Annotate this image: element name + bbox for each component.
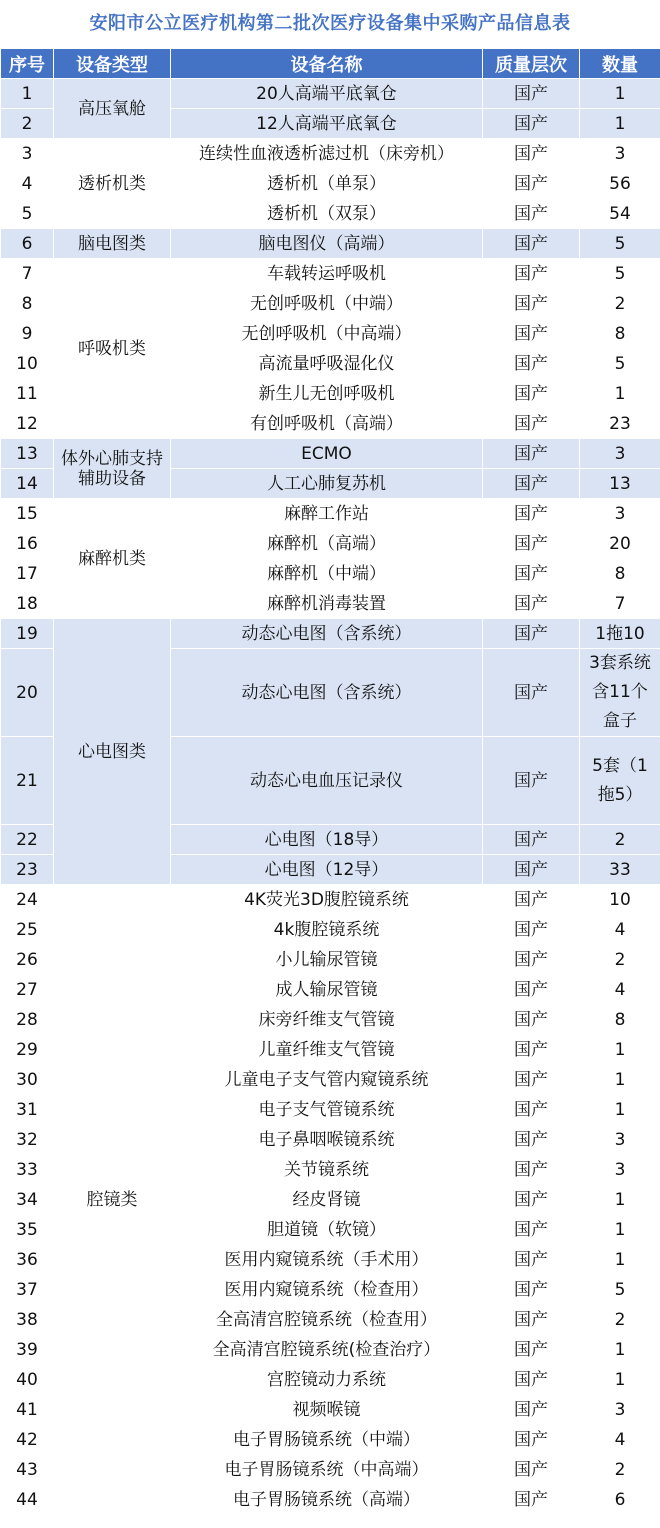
cell-device-name: 电子胃肠镜系统（高端） [171, 1485, 483, 1515]
cell-quantity: 5 [580, 229, 660, 259]
cell-quantity: 20 [580, 529, 660, 559]
cell-quantity: 7 [580, 589, 660, 619]
cell-quantity: 1 [580, 1215, 660, 1245]
cell-quality-level: 国产 [483, 855, 580, 885]
cell-index: 35 [1, 1215, 54, 1245]
cell-quality-level: 国产 [483, 885, 580, 915]
cell-index: 39 [1, 1335, 54, 1365]
cell-device-name: 12人高端平底氧仓 [171, 109, 483, 139]
cell-device-name: 胆道镜（软镜） [171, 1215, 483, 1245]
cell-quality-level: 国产 [483, 439, 580, 469]
cell-index: 42 [1, 1425, 54, 1455]
cell-category: 麻醉机类 [54, 499, 171, 619]
cell-quality-level: 国产 [483, 825, 580, 855]
cell-index: 4 [1, 169, 54, 199]
cell-index: 6 [1, 229, 54, 259]
header-quantity: 数量 [580, 49, 660, 79]
cell-index: 22 [1, 825, 54, 855]
cell-quality-level: 国产 [483, 349, 580, 379]
cell-quality-level: 国产 [483, 589, 580, 619]
cell-quantity: 3 [580, 139, 660, 169]
cell-quantity: 3 [580, 1395, 660, 1425]
cell-device-name: 电子胃肠镜系统（中高端） [171, 1455, 483, 1485]
cell-index: 8 [1, 289, 54, 319]
cell-quantity: 23 [580, 409, 660, 439]
cell-quality-level: 国产 [483, 915, 580, 945]
cell-quantity: 1 [580, 1245, 660, 1275]
cell-index: 18 [1, 589, 54, 619]
cell-index: 26 [1, 945, 54, 975]
cell-index: 37 [1, 1275, 54, 1305]
cell-quantity: 33 [580, 855, 660, 885]
cell-quality-level: 国产 [483, 1275, 580, 1305]
cell-device-name: 透析机（双泵） [171, 199, 483, 229]
cell-device-name: 儿童电子支气管内窥镜系统 [171, 1065, 483, 1095]
cell-index: 10 [1, 349, 54, 379]
cell-device-name: 医用内窥镜系统（手术用） [171, 1245, 483, 1275]
cell-device-name: 人工心肺复苏机 [171, 469, 483, 499]
cell-quality-level: 国产 [483, 139, 580, 169]
cell-quantity: 1拖10 [580, 619, 660, 649]
cell-category: 腔镜类 [54, 885, 171, 1515]
cell-quantity: 2 [580, 1455, 660, 1485]
cell-quality-level: 国产 [483, 975, 580, 1005]
cell-device-name: 连续性血液透析滤过机（床旁机） [171, 139, 483, 169]
cell-category: 心电图类 [54, 619, 171, 885]
cell-index: 28 [1, 1005, 54, 1035]
cell-device-name: 麻醉机（中端） [171, 559, 483, 589]
cell-quality-level: 国产 [483, 259, 580, 289]
cell-index: 25 [1, 915, 54, 945]
cell-quality-level: 国产 [483, 499, 580, 529]
table-row [1, 885, 660, 915]
cell-quantity: 8 [580, 559, 660, 589]
table-row [1, 499, 660, 529]
cell-quantity: 5 [580, 1275, 660, 1305]
cell-quality-level: 国产 [483, 559, 580, 589]
cell-category: 呼吸机类 [54, 259, 171, 439]
cell-quality-level: 国产 [483, 319, 580, 349]
cell-index: 16 [1, 529, 54, 559]
cell-index: 17 [1, 559, 54, 589]
cell-quantity: 3 [580, 1155, 660, 1185]
cell-quality-level: 国产 [483, 199, 580, 229]
cell-quality-level: 国产 [483, 1095, 580, 1125]
cell-quality-level: 国产 [483, 1395, 580, 1425]
cell-quantity: 3 [580, 499, 660, 529]
cell-quality-level: 国产 [483, 409, 580, 439]
cell-quality-level: 国产 [483, 1065, 580, 1095]
cell-quantity: 56 [580, 169, 660, 199]
cell-quality-level: 国产 [483, 619, 580, 649]
cell-quality-level: 国产 [483, 1425, 580, 1455]
cell-device-name: 宫腔镜动力系统 [171, 1365, 483, 1395]
cell-quality-level: 国产 [483, 1335, 580, 1365]
table-row [1, 259, 660, 289]
cell-device-name: 动态心电图（含系统） [171, 649, 483, 737]
cell-index: 36 [1, 1245, 54, 1275]
cell-device-name: 全高清宫腔镜系统(检查治疗） [171, 1335, 483, 1365]
cell-quality-level: 国产 [483, 945, 580, 975]
cell-quality-level: 国产 [483, 1485, 580, 1515]
cell-quantity: 6 [580, 1485, 660, 1515]
cell-index: 41 [1, 1395, 54, 1425]
cell-quality-level: 国产 [483, 1185, 580, 1215]
cell-device-name: 心电图（12导） [171, 855, 483, 885]
cell-index: 29 [1, 1035, 54, 1065]
cell-device-name: 脑电图仪（高端） [171, 229, 483, 259]
cell-device-name: 成人输尿管镜 [171, 975, 483, 1005]
cell-quantity: 1 [580, 1365, 660, 1395]
cell-quantity: 1 [580, 1335, 660, 1365]
cell-index: 5 [1, 199, 54, 229]
cell-quantity: 4 [580, 915, 660, 945]
cell-index: 19 [1, 619, 54, 649]
cell-device-name: 麻醉机消毒装置 [171, 589, 483, 619]
cell-device-name: 动态心电图（含系统） [171, 619, 483, 649]
cell-device-name: 4k腹腔镜系统 [171, 915, 483, 945]
cell-quality-level: 国产 [483, 1215, 580, 1245]
cell-quality-level: 国产 [483, 1125, 580, 1155]
cell-device-name: 医用内窥镜系统（检查用） [171, 1275, 483, 1305]
cell-category: 高压氧舱 [54, 79, 171, 139]
cell-index: 3 [1, 139, 54, 169]
cell-quantity: 2 [580, 289, 660, 319]
cell-quantity: 8 [580, 1005, 660, 1035]
cell-device-name: 麻醉工作站 [171, 499, 483, 529]
cell-quality-level: 国产 [483, 1245, 580, 1275]
cell-index: 38 [1, 1305, 54, 1335]
cell-quality-level: 国产 [483, 289, 580, 319]
cell-quality-level: 国产 [483, 169, 580, 199]
cell-category: 体外心肺支持辅助设备 [54, 439, 171, 499]
cell-quality-level: 国产 [483, 1005, 580, 1035]
cell-index: 33 [1, 1155, 54, 1185]
cell-device-name: 电子胃肠镜系统（中端） [171, 1425, 483, 1455]
cell-device-name: 高流量呼吸湿化仪 [171, 349, 483, 379]
cell-index: 15 [1, 499, 54, 529]
cell-category: 透析机类 [54, 139, 171, 229]
cell-quality-level: 国产 [483, 229, 580, 259]
cell-quality-level: 国产 [483, 469, 580, 499]
cell-device-name: 心电图（18导） [171, 825, 483, 855]
header-row [1, 49, 660, 79]
cell-device-name: 视频喉镜 [171, 1395, 483, 1425]
cell-quantity: 1 [580, 1065, 660, 1095]
cell-device-name: ECMO [171, 439, 483, 469]
cell-quantity: 2 [580, 1305, 660, 1335]
cell-quantity: 3套系统含11个盒子 [580, 649, 660, 737]
cell-device-name: 新生儿无创呼吸机 [171, 379, 483, 409]
cell-device-name: 透析机（单泵） [171, 169, 483, 199]
cell-index: 11 [1, 379, 54, 409]
cell-device-name: 儿童纤维支气管镜 [171, 1035, 483, 1065]
cell-index: 43 [1, 1455, 54, 1485]
cell-index: 31 [1, 1095, 54, 1125]
cell-quantity: 1 [580, 379, 660, 409]
cell-quantity: 4 [580, 975, 660, 1005]
cell-index: 23 [1, 855, 54, 885]
cell-index: 7 [1, 259, 54, 289]
table-row [1, 79, 660, 109]
cell-index: 1 [1, 79, 54, 109]
header-name: 设备名称 [171, 49, 483, 79]
cell-device-name: 电子支气管镜系统 [171, 1095, 483, 1125]
cell-quantity: 5 [580, 259, 660, 289]
cell-quality-level: 国产 [483, 737, 580, 825]
header-index: 序号 [1, 49, 54, 79]
cell-index: 44 [1, 1485, 54, 1515]
cell-quantity: 3 [580, 1125, 660, 1155]
cell-quantity: 5 [580, 349, 660, 379]
page-title: 安阳市公立医疗机构第二批次医疗设备集中采购产品信息表 [89, 13, 571, 34]
cell-quantity: 10 [580, 885, 660, 915]
cell-device-name: 经皮肾镜 [171, 1185, 483, 1215]
table-row [1, 139, 660, 169]
cell-device-name: 全高清宫腔镜系统（检查用） [171, 1305, 483, 1335]
cell-quantity: 8 [580, 319, 660, 349]
cell-device-name: 关节镜系统 [171, 1155, 483, 1185]
table-row [1, 439, 660, 469]
cell-index: 32 [1, 1125, 54, 1155]
cell-device-name: 电子鼻咽喉镜系统 [171, 1125, 483, 1155]
cell-quality-level: 国产 [483, 1455, 580, 1485]
cell-index: 27 [1, 975, 54, 1005]
cell-quantity: 5套（1拖5） [580, 737, 660, 825]
cell-index: 21 [1, 737, 54, 825]
cell-quality-level: 国产 [483, 649, 580, 737]
procurement-table [0, 48, 660, 1515]
cell-device-name: 无创呼吸机（中高端） [171, 319, 483, 349]
cell-quality-level: 国产 [483, 1305, 580, 1335]
cell-quantity: 54 [580, 199, 660, 229]
cell-quantity: 13 [580, 469, 660, 499]
cell-quantity: 2 [580, 825, 660, 855]
cell-quantity: 1 [580, 79, 660, 109]
cell-quantity: 1 [580, 1095, 660, 1125]
cell-device-name: 4K荧光3D腹腔镜系统 [171, 885, 483, 915]
cell-category: 脑电图类 [54, 229, 171, 259]
cell-index: 2 [1, 109, 54, 139]
cell-quantity: 1 [580, 1185, 660, 1215]
cell-index: 34 [1, 1185, 54, 1215]
cell-index: 30 [1, 1065, 54, 1095]
cell-quantity: 1 [580, 109, 660, 139]
cell-device-name: 20人高端平底氧仓 [171, 79, 483, 109]
cell-quantity: 2 [580, 945, 660, 975]
cell-index: 9 [1, 319, 54, 349]
cell-quality-level: 国产 [483, 379, 580, 409]
header-type: 设备类型 [54, 49, 171, 79]
cell-quality-level: 国产 [483, 109, 580, 139]
cell-device-name: 无创呼吸机（中端） [171, 289, 483, 319]
cell-index: 12 [1, 409, 54, 439]
cell-quantity: 4 [580, 1425, 660, 1455]
cell-index: 14 [1, 469, 54, 499]
cell-device-name: 小儿输尿管镜 [171, 945, 483, 975]
cell-device-name: 麻醉机（高端） [171, 529, 483, 559]
table-row [1, 229, 660, 259]
cell-quantity: 1 [580, 1035, 660, 1065]
cell-index: 13 [1, 439, 54, 469]
cell-quality-level: 国产 [483, 1365, 580, 1395]
cell-device-name: 有创呼吸机（高端） [171, 409, 483, 439]
cell-quantity: 3 [580, 439, 660, 469]
cell-quality-level: 国产 [483, 1155, 580, 1185]
cell-device-name: 动态心电血压记录仪 [171, 737, 483, 825]
cell-quality-level: 国产 [483, 79, 580, 109]
cell-index: 24 [1, 885, 54, 915]
cell-device-name: 床旁纤维支气管镜 [171, 1005, 483, 1035]
cell-device-name: 车载转运呼吸机 [171, 259, 483, 289]
cell-quality-level: 国产 [483, 529, 580, 559]
cell-index: 40 [1, 1365, 54, 1395]
header-level: 质量层次 [483, 49, 580, 79]
table-row [1, 619, 660, 649]
cell-index: 20 [1, 649, 54, 737]
cell-quality-level: 国产 [483, 1035, 580, 1065]
